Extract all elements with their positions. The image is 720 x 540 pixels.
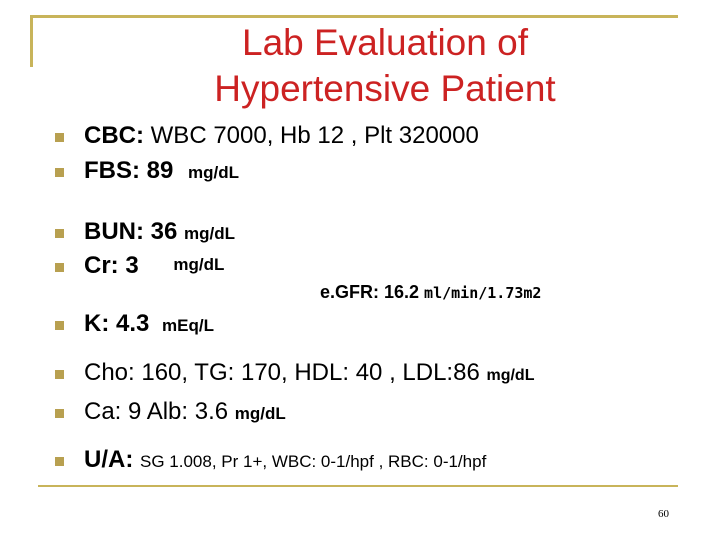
square-bullet-icon (55, 370, 64, 379)
fbs-label: FBS: 89 (84, 157, 181, 184)
lipids-unit: mg/dL (486, 367, 535, 384)
k-label: K: 4.3 (84, 310, 157, 337)
fbs-unit: mg/dL (188, 163, 240, 182)
square-bullet-icon (55, 229, 64, 238)
bun-unit: mg/dL (184, 224, 236, 243)
frame-top-border (30, 15, 678, 18)
square-bullet-icon (55, 457, 64, 466)
square-bullet-icon (55, 168, 64, 177)
cr-unit: mg/dL (173, 255, 225, 274)
square-bullet-icon (55, 263, 64, 272)
square-bullet-icon (55, 409, 64, 418)
ua-value: SG 1.008, Pr 1+, WBC: 0-1/hpf , RBC: 0-1/hpf (140, 452, 487, 471)
frame-bottom-border (38, 485, 678, 487)
slide-title (140, 20, 630, 112)
page-number: 60 (658, 508, 669, 520)
cr-label: Cr: 3 (84, 252, 146, 279)
title-line-1: Lab Evaluation of (242, 22, 528, 63)
ca-unit: mg/dL (234, 404, 286, 423)
square-bullet-icon (55, 321, 64, 330)
egfr-label: e.GFR: 16.2 (320, 282, 425, 302)
bun-label: BUN: 36 (84, 218, 185, 245)
ca-label: Ca: 9 Alb: 3.6 (84, 398, 235, 425)
egfr-unit: ml/min/1.73m2 (424, 284, 542, 302)
lipids-label: Cho: 160, TG: 170, HDL: 40 , LDL:86 (84, 359, 487, 386)
square-bullet-icon (55, 133, 64, 142)
egfr-result (320, 279, 541, 306)
cbc-label: CBC: (84, 122, 151, 149)
frame-left-border (30, 15, 33, 67)
ua-label: U/A: (84, 446, 140, 473)
cbc-value: WBC 7000, Hb 12 , Plt 320000 (150, 122, 479, 149)
title-line-2: Hypertensive Patient (214, 68, 556, 109)
k-unit: mEq/L (162, 316, 214, 335)
